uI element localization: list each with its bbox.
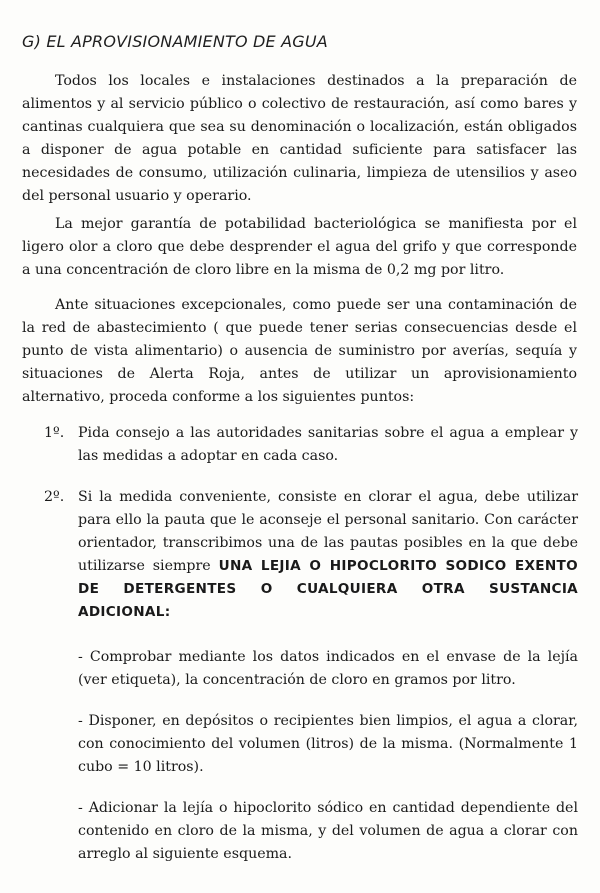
- subpoint-check-concentration: - Comprobar mediante los datos indicados en el envase de la lejía (ver etiqueta), la concentración de cloro en gramos por litro.: [78, 649, 578, 688]
- paragraph-exceptional-situations: Ante situaciones excepcionales, como puede ser una contaminación de la red de abastecimiento ( que puede tener serias consecuencias desde el punto de vista alimentario) o ausencia de suministro por averías, sequía y situaciones de Alerta Roja, antes de utilizar un aprovisionamiento alternativo, proceda conforme a los siguientes puntos:: [22, 297, 577, 405]
- paragraph-water-supply-obligation: Todos los locales e instalaciones destinados a la preparación de alimentos y al servicio público o colectivo de restauración, así como bares y cantinas cualquiera que sea su denominación o localización, están obligados a disponer de agua potable en cantidad suficiente para satisfacer las necesidades de consumo, utilización culinaria, limpieza de utensilios y aseo del personal usuario y operario.: [22, 73, 577, 204]
- list-item-text: Pida consejo a las autoridades sanitarias sobre el agua a emplear y las medidas a adoptar en cada caso.: [78, 425, 578, 464]
- list-item-content: [78, 486, 578, 866]
- list-item-number: 2º.: [44, 489, 65, 505]
- list-item-text: Si la medida conveniente, consiste en clorar el agua, debe utilizar para ello la pauta que le aconseje el personal sanitario. Con carácter orientador, transcribimos una de las pautas posibles en la que debe utilizarse siempre: [78, 489, 578, 574]
- emphasis-text: UNA LEJIA O HIPOCLORITO SODICO EXENTO DE DETERGENTES O CUALQUIERA OTRA SUSTANCIA ADICIONAL:: [78, 558, 578, 620]
- paragraph-potability-guarantee: La mejor garantía de potabilidad bacteriológica se manifiesta por el ligero olor a cloro que debe desprender el agua del grifo y que corresponde a una concentración de cloro libre en la misma de 0,2 mg por litro.: [22, 216, 577, 278]
- list-item-2: [44, 486, 578, 866]
- section-heading: G) EL APROVISIONAMIENTO DE AGUA: [22, 32, 328, 51]
- subpoint-prepare-containers: - Disponer, en depósitos o recipientes bien limpios, el agua a clorar, con conocimiento del volumen (litros) de la misma. (Normalmente 1 cubo = 10 litros).: [78, 713, 578, 775]
- subpoint-list: [78, 646, 578, 866]
- subpoint-add-bleach: - Adicionar la lejía o hipoclorito sódico en cantidad dependiente del contenido en cloro de la misma, y del volumen de agua a clorar con arreglo al siguiente esquema.: [78, 800, 578, 862]
- list-item-1: [44, 422, 578, 468]
- list-item-number: 1º.: [44, 425, 65, 441]
